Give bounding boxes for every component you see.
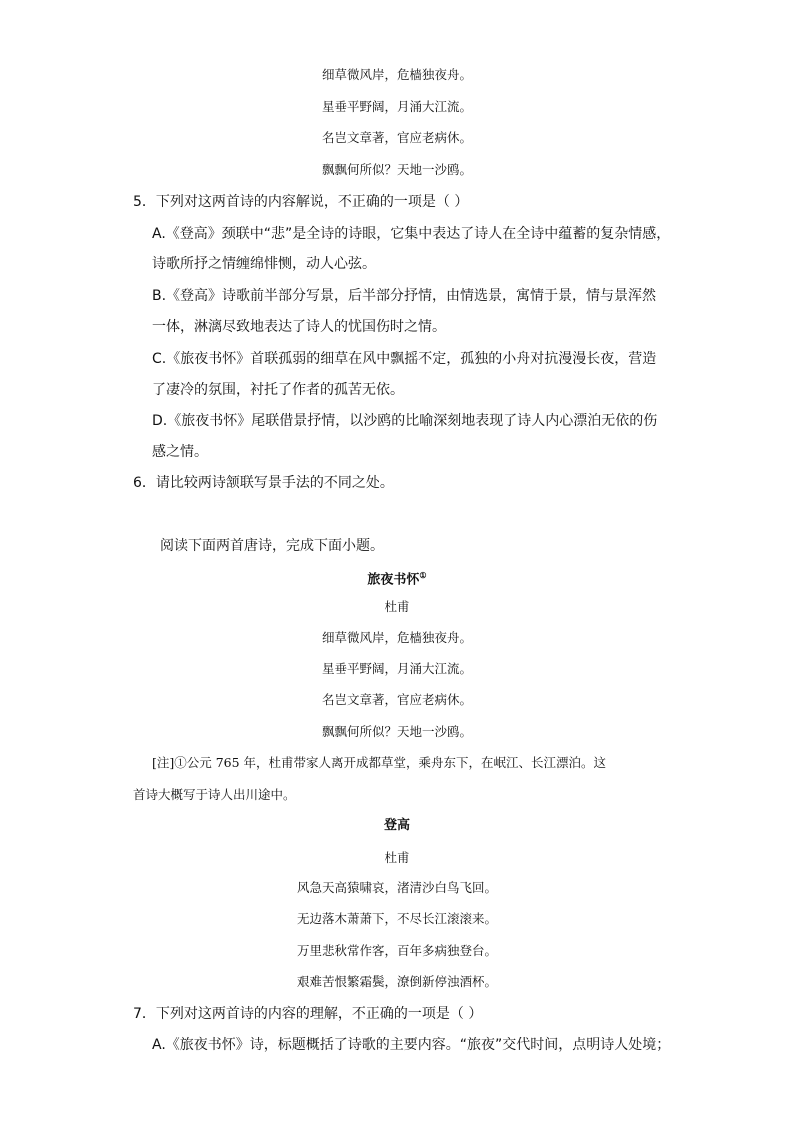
poem-line: 名岂文章著，官应老病休。	[321, 692, 472, 707]
poem-line: 星垂平野阔，月涌大江流。	[321, 661, 472, 676]
option-c-line1: C.《旅夜书怀》首联孤弱的细草在风中飘摇不定，孤独的小舟对抗漫漫长夜，营造	[152, 351, 657, 367]
option-a-line1: A.《旅夜书怀》诗，标题概括了诗歌的主要内容。“旅夜”交代时间，点明诗人处境；	[152, 1037, 671, 1053]
poem-line: 风急天高猿啸哀，渚清沙白鸟飞回。	[296, 880, 497, 895]
poem1-title-text: 旅夜书怀	[367, 572, 420, 588]
poem-line: 艰难苦恨繁霜鬓，潦倒新停浊酒杯。	[296, 974, 497, 989]
poem-line: 细草微风岸，危樯独夜舟。	[321, 67, 472, 82]
question-5-stem: 5．下列对这两首诗的内容解说，不正确的一项是（ ）	[133, 194, 469, 210]
option-c-line2: 了凄冷的氛围，衬托了作者的孤苦无依。	[152, 382, 404, 398]
footnote-mark: ①	[419, 570, 427, 580]
poem1-author: 杜甫	[384, 599, 410, 614]
poem2-title: 登高	[383, 818, 410, 833]
footnote-line1: [注]①公元 765 年，杜甫带家人离开成都草堂，乘舟东下，在岷江、长江漂泊。这	[152, 755, 607, 770]
option-d-line1: D.《旅夜书怀》尾联借景抒情，以沙鸥的比喻深刻地表现了诗人内心漂泊无依的伤	[152, 413, 658, 429]
option-a-line2: 诗歌所抒之情缠绵悱恻，动人心弦。	[152, 256, 376, 272]
option-b-line2: 一体，淋漓尽致地表达了诗人的忧国伤时之情。	[152, 319, 446, 335]
poem-line: 星垂平野阔，月涌大江流。	[321, 99, 472, 114]
poem-line: 飘飘何所似？天地一沙鸥。	[321, 162, 472, 177]
question-7-stem: 7．下列对这两首诗的内容的理解，不正确的一项是（ ）	[133, 1006, 483, 1022]
option-d-line2: 感之情。	[152, 444, 208, 460]
poem1-title	[0, 567, 794, 588]
poem-line: 飘飘何所似？天地一沙鸥。	[321, 724, 472, 739]
poem-line: 名岂文章著，官应老病休。	[321, 130, 472, 145]
footnote-line2: 首诗大概写于诗人出川途中。	[133, 787, 296, 802]
poem-line: 细草微风岸，危樯独夜舟。	[321, 630, 472, 645]
poem-line: 万里悲秋常作客，百年多病独登台。	[296, 943, 497, 958]
option-a-line1: A.《登高》颈联中“悲”是全诗的诗眼，它集中表达了诗人在全诗中蕴蓄的复杂情感，	[152, 226, 671, 242]
option-b-line1: B.《登高》诗歌前半部分写景，后半部分抒情，由情选景，寓情于景，情与景浑然	[152, 288, 657, 304]
poem-line: 无边落木萧萧下，不尽长江滚滚来。	[296, 911, 497, 926]
question-6-stem: 6．请比较两诗颔联写景手法的不同之处。	[133, 475, 394, 491]
reading-intro: 阅读下面两首唐诗，完成下面小题。	[160, 538, 384, 554]
poem2-author: 杜甫	[384, 850, 410, 865]
